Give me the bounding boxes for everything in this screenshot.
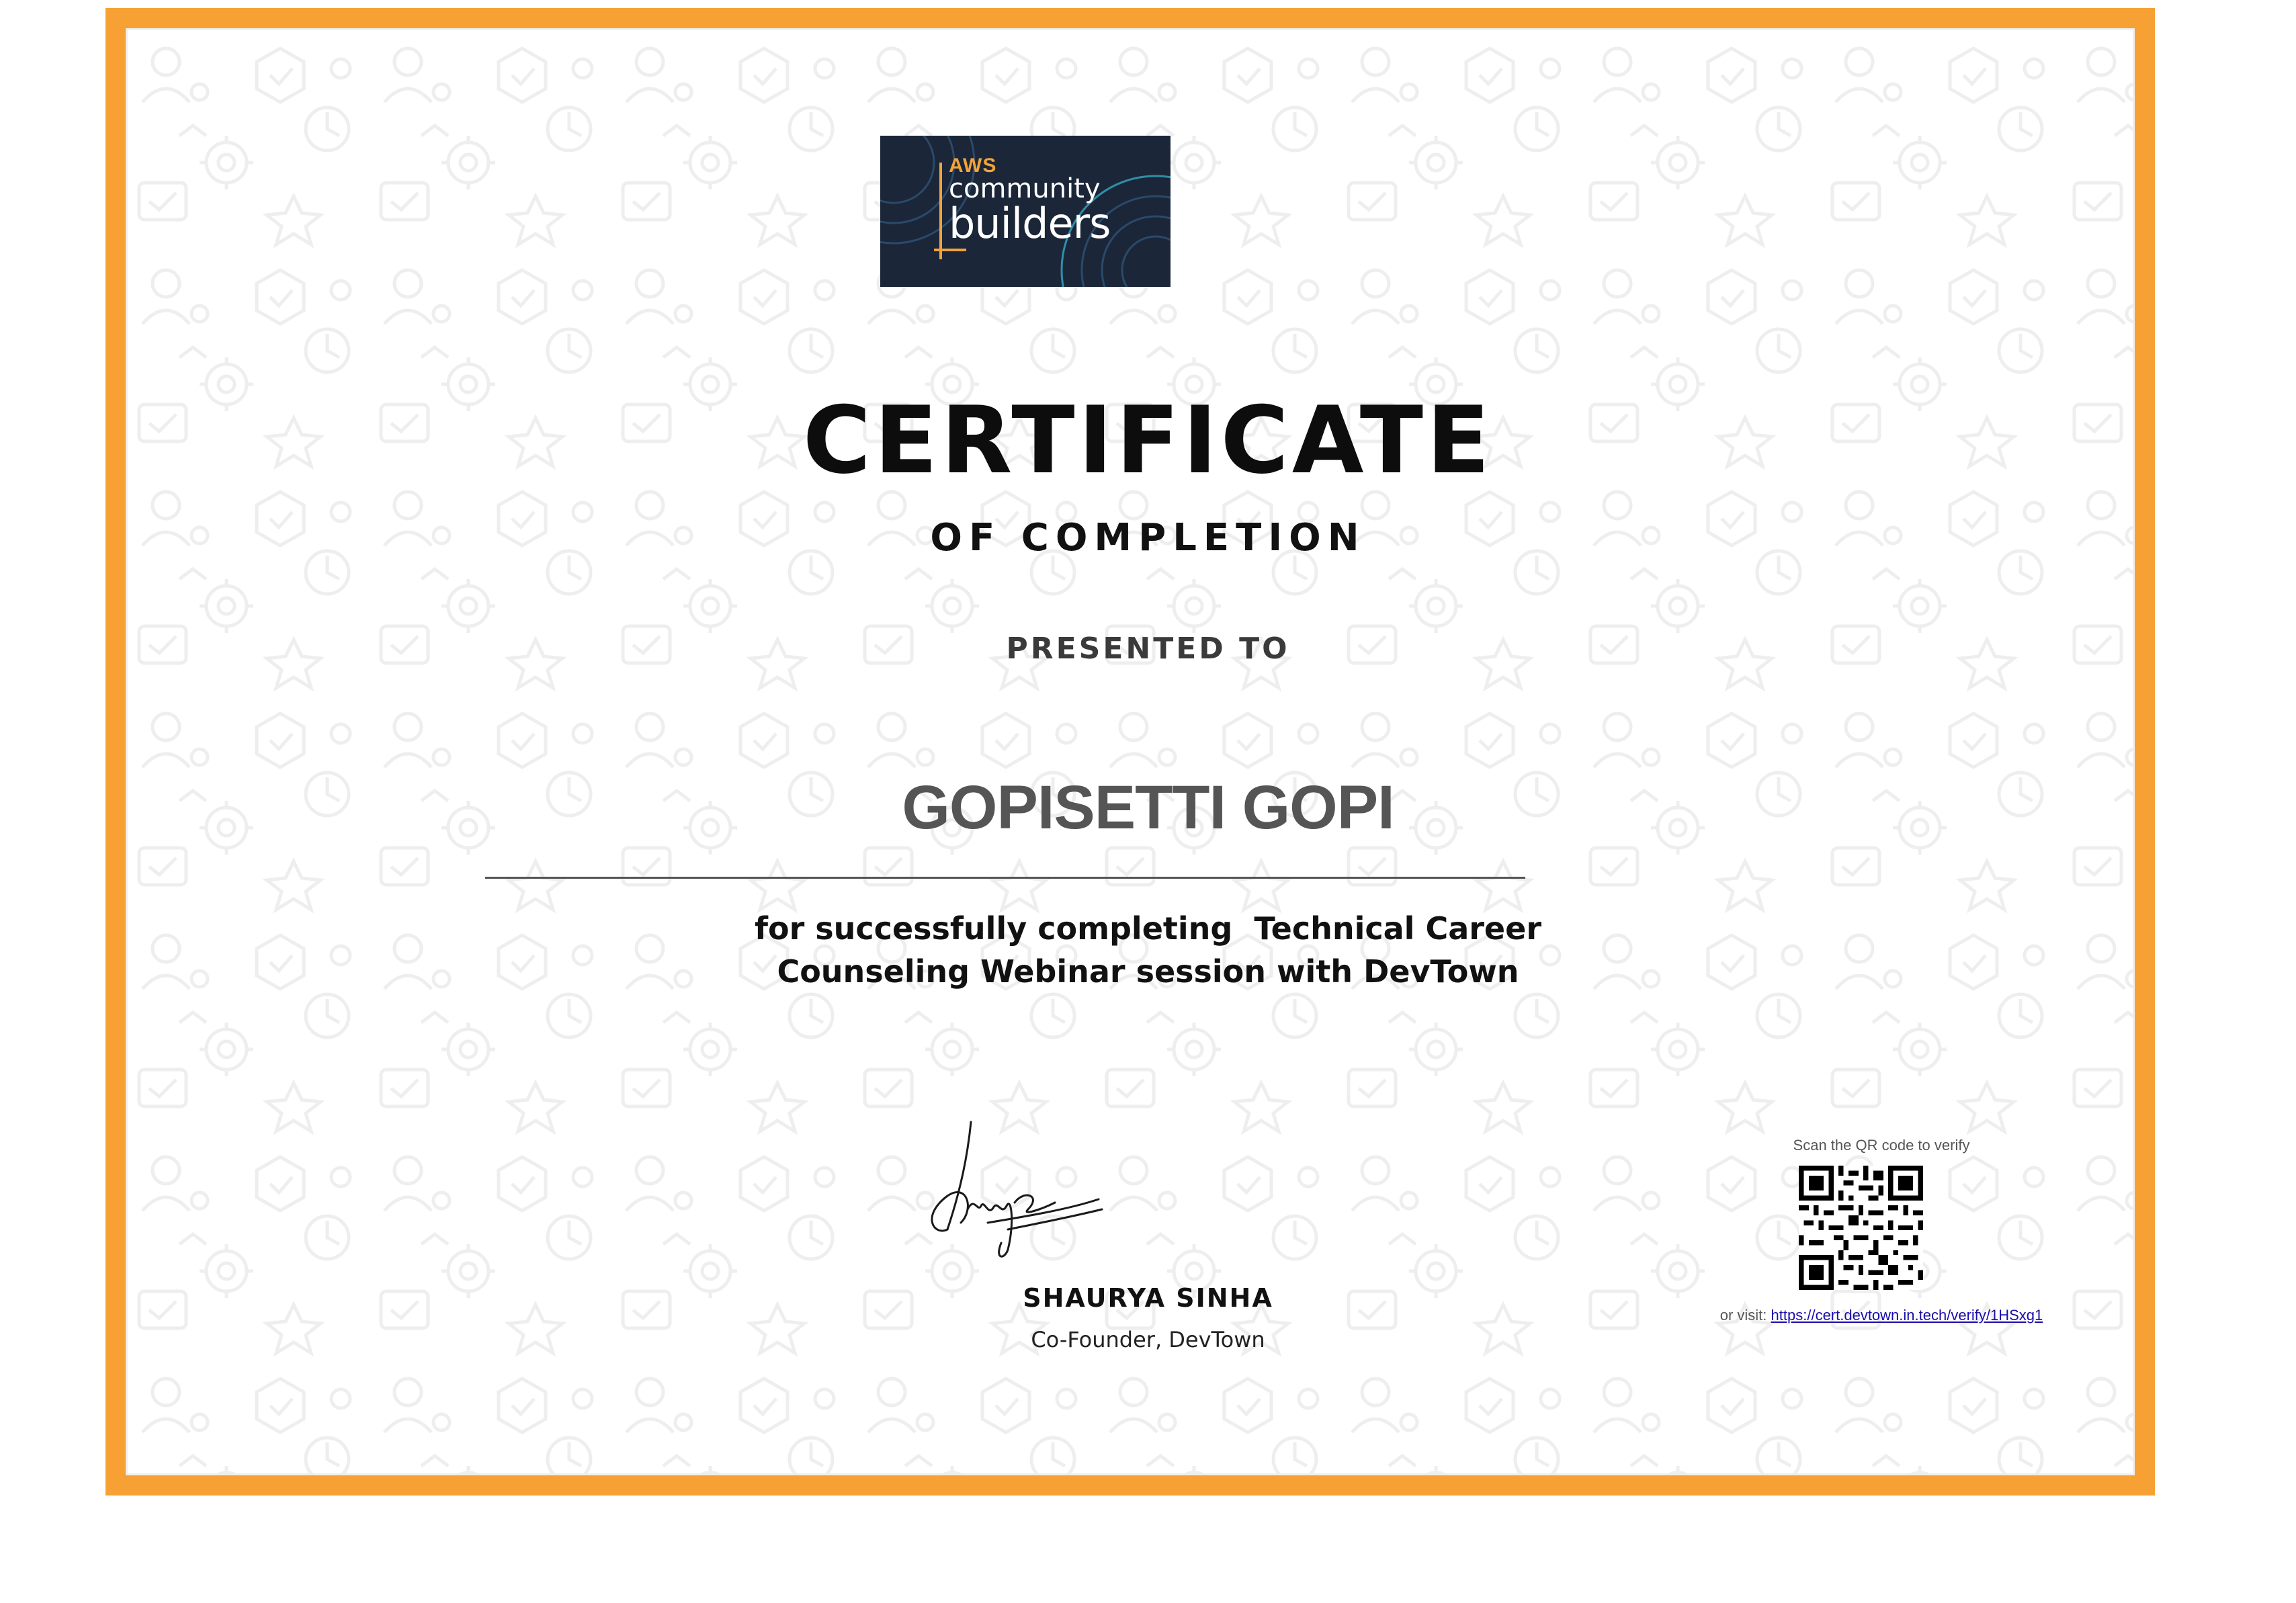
logo-builders-text: builders xyxy=(949,199,1111,248)
certificate-subtitle: OF COMPLETION xyxy=(930,516,1366,560)
recipient-name: GOPISETTI GOPI xyxy=(902,773,1394,842)
recipient-underline xyxy=(485,877,1525,879)
certificate-title: CERTIFICATE xyxy=(802,386,1494,494)
signatory-name: SHAURYA SINHA xyxy=(1023,1283,1273,1313)
description-line-1: for successfully completing Technical Career xyxy=(754,910,1542,947)
presented-to-label: PRESENTED TO xyxy=(1006,632,1290,666)
aws-community-builders-logo xyxy=(880,136,1171,287)
qr-caption: Scan the QR code to verify xyxy=(1793,1137,1970,1154)
logo-aws-text: AWS xyxy=(949,155,997,177)
verify-url-line xyxy=(1613,1307,2150,1324)
signature-icon xyxy=(907,1115,1109,1270)
description-line-2: Counseling Webinar session with DevTown xyxy=(777,953,1519,990)
verify-prefix: or visit: xyxy=(1719,1307,1767,1324)
logo-community-text: community xyxy=(949,173,1101,204)
verify-link[interactable]: https://cert.devtown.in.tech/verify/1HSxg1 xyxy=(1771,1307,2043,1324)
logo-accent-bar xyxy=(939,163,942,259)
certificate-description xyxy=(0,907,2296,993)
signatory-role: Co-Founder, DevTown xyxy=(1031,1327,1265,1352)
qr-code-icon[interactable] xyxy=(1799,1166,1923,1290)
logo-accent-underline xyxy=(934,249,966,251)
